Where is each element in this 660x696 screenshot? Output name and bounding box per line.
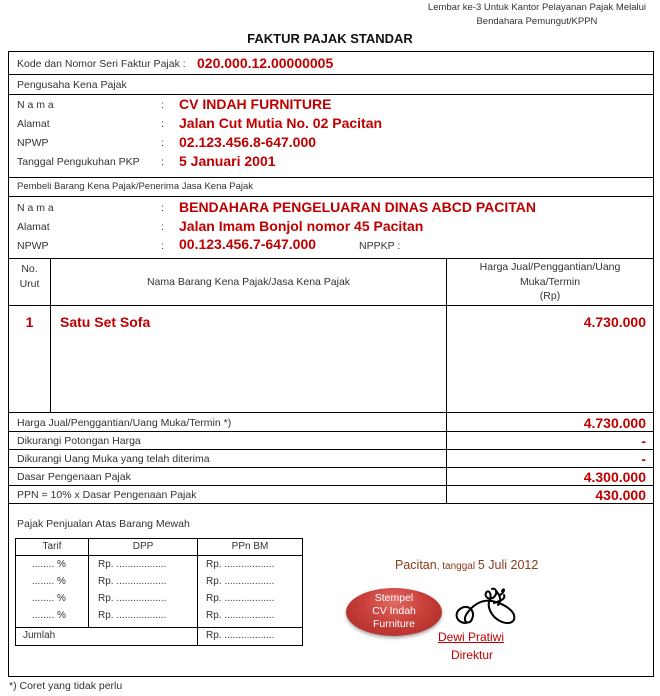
colon: : (161, 137, 164, 149)
note-line-1: Lembar ke-3 Untuk Kantor Pelayanan Pajak Melalui (427, 2, 646, 13)
ppnbm-amount: Rp. .................. (206, 559, 275, 570)
col-header-price-line3: (Rp) (539, 290, 561, 302)
ppnbm-dpp: Rp. .................. (98, 576, 167, 587)
place: Pacitan (395, 558, 437, 572)
ppnbm-row (16, 576, 302, 593)
item-name: Satu Set Sofa (60, 314, 151, 330)
summary-label-ppn: PPN = 10% x Dasar Pengenaan Pajak (17, 489, 197, 501)
pkp-date-label: Tanggal Pengukuhan PKP (17, 156, 140, 168)
divider (8, 94, 654, 95)
serial-number-value: 020.000.12.00000005 (197, 55, 334, 71)
colon: : (161, 99, 164, 111)
date-prefix: , tanggal (436, 561, 478, 572)
signatory-name: Dewi Pratiwi (438, 630, 505, 644)
colon: : (161, 221, 164, 233)
seller-section-label: Pengusaha Kena Pajak (17, 79, 127, 91)
col-header-name: Nama Barang Kena Pajak/Jasa Kena Pajak (146, 276, 351, 288)
ppnbm-header-row (16, 539, 302, 556)
ppnbm-dpp: Rp. .................. (98, 559, 167, 570)
ppnbm-header-tarif: Tarif (42, 541, 62, 552)
col-header-no (9, 262, 50, 292)
document-title: FAKTUR PAJAK STANDAR (247, 31, 413, 46)
ppnbm-header-dpp: DPP (132, 541, 154, 552)
seller-npwp-label: NPWP (17, 137, 49, 149)
date: 5 Juli 2012 (477, 558, 539, 572)
ppnbm-tarif: ........ % (32, 559, 66, 570)
ppnbm-amount: Rp. .................. (206, 593, 275, 604)
buyer-address-label: Alamat (17, 221, 50, 233)
item-no: 1 (25, 314, 34, 330)
summary-value-dpp: 4.300.000 (583, 469, 646, 485)
divider (8, 467, 654, 468)
stamp-line-2: CV Indah (372, 605, 416, 617)
serial-number-label: Kode dan Nomor Seri Faktur Pajak : (17, 58, 186, 70)
signatory-role: Direktur (451, 648, 494, 662)
ppnbm-total-value: Rp. .................. (206, 630, 275, 641)
col-header-price (447, 260, 653, 304)
ppnbm-row (16, 593, 302, 610)
ppnbm-tarif: ........ % (32, 610, 66, 621)
summary-label-potongan: Dikurangi Potongan Harga (17, 435, 141, 447)
summary-value-ppn: 430.000 (595, 487, 646, 503)
company-stamp (346, 588, 442, 636)
seller-npwp-value: 02.123.456.8-647.000 (179, 134, 317, 150)
stamp-line-3: Furniture (372, 618, 415, 630)
summary-label-dpp: Dasar Pengenaan Pajak (17, 471, 131, 483)
divider (8, 449, 654, 450)
footnote: *) Coret yang tidak perlu (9, 680, 123, 692)
ppnbm-table (15, 538, 303, 646)
ppnbm-tarif: ........ % (32, 593, 66, 604)
pkp-date-value: 5 Januari 2001 (179, 153, 276, 169)
note-line-2: Bendahara Pemungut/KPPN (476, 16, 598, 27)
colon: : (161, 156, 164, 168)
seller-name-label: N a m a (17, 99, 54, 111)
ppnbm-total-label: Jumlah (23, 630, 56, 641)
buyer-name-value: BENDAHARA PENGELUARAN DINAS ABCD PACITAN (179, 199, 536, 215)
divider (8, 177, 654, 178)
signature-icon (452, 583, 520, 629)
stamp-line-1: Stempel (374, 592, 414, 604)
ppnbm-dpp: Rp. .................. (98, 593, 167, 604)
col-header-price-line2: Muka/Termin (519, 275, 581, 288)
nppkp-label: NPPKP : (359, 240, 401, 252)
seller-address-label: Alamat (17, 118, 50, 130)
summary-value-harga-jual: 4.730.000 (583, 415, 646, 431)
divider (8, 412, 654, 413)
summary-value-potongan: - (641, 433, 646, 449)
buyer-address-value: Jalan Imam Bonjol nomor 45 Pacitan (179, 218, 424, 234)
place-date (395, 558, 538, 572)
divider (8, 305, 654, 306)
divider (8, 485, 654, 486)
divider (8, 258, 654, 259)
item-price: 4.730.000 (583, 314, 646, 330)
buyer-npwp-label: NPWP (17, 240, 49, 252)
divider (8, 431, 654, 432)
seller-address-value: Jalan Cut Mutia No. 02 Pacitan (179, 115, 383, 131)
colon: : (161, 240, 164, 252)
ppnbm-row (16, 559, 302, 576)
ppnbm-tarif: ........ % (32, 576, 66, 587)
ppnbm-amount: Rp. .................. (206, 610, 275, 621)
ppnbm-header-ppnbm: PPn BM (231, 541, 269, 552)
summary-label-uang-muka: Dikurangi Uang Muka yang telah diterima (17, 453, 210, 465)
copy-destination-note (428, 1, 646, 29)
ppnbm-title: Pajak Penjualan Atas Barang Mewah (17, 518, 190, 530)
ppnbm-total-row (16, 627, 302, 645)
col-header-no-line2: Urut (19, 278, 40, 290)
ppnbm-amount: Rp. .................. (206, 576, 275, 587)
seller-name-value: CV INDAH FURNITURE (179, 96, 332, 112)
col-header-no-line1: No. (21, 263, 38, 275)
divider (8, 74, 654, 75)
summary-value-uang-muka: - (641, 451, 646, 467)
buyer-name-label: N a m a (17, 202, 54, 214)
col-header-price-line1: Harga Jual/Penggantian/Uang (479, 261, 621, 273)
buyer-section-label: Pembeli Barang Kena Pajak/Penerima Jasa Kena Pajak (17, 181, 254, 192)
summary-label-harga-jual: Harga Jual/Penggantian/Uang Muka/Termin *) (17, 417, 232, 429)
ppnbm-dpp: Rp. .................. (98, 610, 167, 621)
ppnbm-row (16, 610, 302, 627)
divider (8, 196, 654, 197)
divider (8, 503, 654, 504)
colon: : (161, 202, 164, 214)
buyer-npwp-value: 00.123.456.7-647.000 (179, 236, 317, 252)
colon: : (161, 118, 164, 130)
